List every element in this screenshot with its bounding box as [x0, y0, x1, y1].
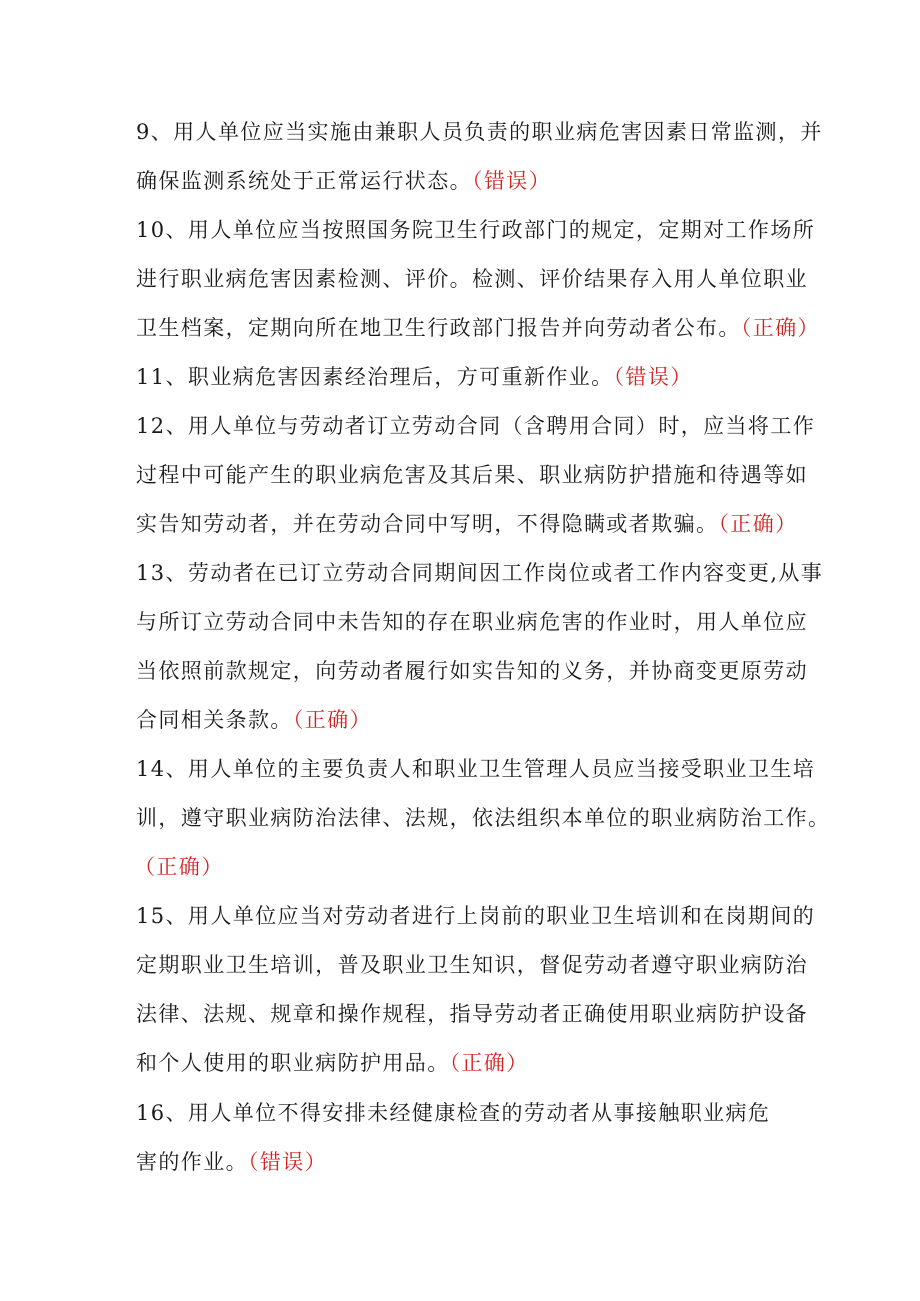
question-line: 过程中可能产生的职业病危害及其后果、职业病防护措施和待遇等如: [136, 463, 808, 487]
question-line: [136, 304, 820, 353]
question-line: 训，遵守职业病防治法律、法规，依法组织本单位的职业病防治工作。: [136, 806, 831, 830]
answer-label: （错误）: [613, 365, 693, 389]
question-line-text: 11、职业病危害因素经治理后，方可重新作业。: [136, 365, 614, 389]
question-line-text: 和个人使用的职业病防护用品。: [136, 1051, 450, 1075]
question-line-text: 实告知劳动者，并在劳动合同中写明，不得隐瞒或者欺骗。: [136, 512, 719, 536]
answer-label: （错误）: [248, 1150, 328, 1174]
answer-label: （正确）: [740, 316, 820, 340]
question-item-10: [136, 206, 820, 353]
answer-label: （正确）: [134, 855, 224, 879]
question-line: 13、劳动者在已订立劳动合同期间因工作岗位或者工作内容变更,从事: [136, 561, 824, 585]
question-line: 当依照前款规定，向劳动者履行如实告知的义务，并协商变更原劳动: [136, 659, 808, 683]
question-line: [136, 500, 816, 549]
answer-label: （正确）: [718, 512, 798, 536]
question-item-16: [136, 1089, 816, 1187]
question-item-9: [136, 108, 823, 206]
question-line: [136, 1039, 816, 1088]
answer-label: （正确）: [292, 708, 372, 732]
question-line: 14、用人单位的主要负责人和职业卫生管理人员应当接受职业卫生培: [136, 757, 816, 781]
question-item-13: [136, 549, 824, 745]
question-line: 9、用人单位应当实施由兼职人员负责的职业病危害因素日常监测，并: [136, 120, 823, 144]
question-line: [136, 1138, 816, 1187]
question-line: 12、用人单位与劳动者订立劳动合同（含聘用合同）时，应当将工作: [136, 414, 816, 438]
question-line: 16、用人单位不得安排未经健康检查的劳动者从事接触职业病危: [136, 1101, 771, 1125]
answer-label: （正确）: [449, 1051, 529, 1075]
question-line: 15、用人单位应当对劳动者进行上岗前的职业卫生培训和在岗期间的: [136, 904, 816, 928]
question-line: [136, 353, 816, 402]
question-line-text: 害的作业。: [136, 1150, 248, 1174]
question-line-text: 卫生档案，定期向所在地卫生行政部门报告并向劳动者公布。: [136, 316, 741, 340]
question-line: [134, 843, 816, 892]
question-line: 法律、法规、规章和操作规程，指导劳动者正确使用职业病防护设备: [136, 1002, 808, 1026]
question-line: 进行职业病危害因素检测、评价。检测、评价结果存入用人单位职业: [136, 267, 808, 291]
question-line: 定期职业卫生培训，普及职业卫生知识，督促劳动者遵守职业病防治: [136, 953, 808, 977]
answer-label: （错误）: [472, 169, 552, 193]
question-line: [136, 696, 816, 745]
question-item-12: [136, 402, 816, 549]
question-line: [136, 157, 816, 206]
question-item-11: [136, 353, 816, 402]
question-line-text: 合同相关条款。: [136, 708, 293, 732]
question-line: 10、用人单位应当按照国务院卫生行政部门的规定，定期对工作场所: [136, 218, 816, 242]
question-line-text: 确保监测系统处于正常运行状态。: [136, 169, 472, 193]
question-item-15: [136, 892, 816, 1088]
question-item-14: [134, 745, 831, 892]
question-line: 与所订立劳动合同中未告知的存在职业病危害的作业时，用人单位应: [136, 610, 808, 634]
